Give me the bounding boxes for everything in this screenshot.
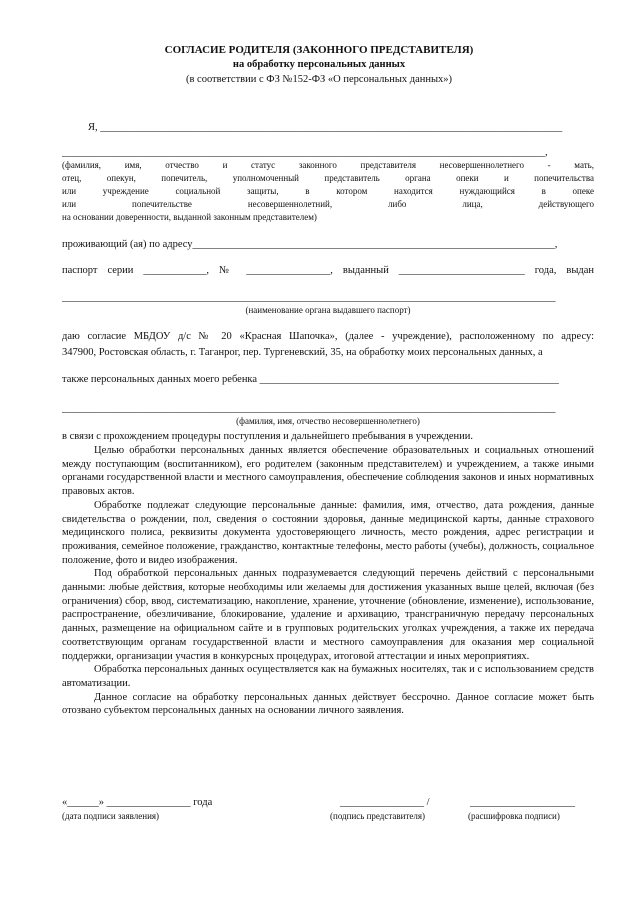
child-field-line-continued: ______________________________________________________________________________________________	[62, 403, 556, 414]
signature-hint: (подпись представителя)	[330, 811, 426, 821]
document-subtitle: на обработку персональных данных	[232, 59, 406, 70]
issuer-hint: (наименование органа выдавшего паспорт)	[245, 305, 411, 315]
validity-paragraph: Данное согласие на обработку персональных данных действует бессрочно. Данное согласие может быть отозвано субъектом персональных данных на основании личного заявления.	[62, 691, 594, 717]
document-basis: (в соответствии с ФЗ №152-ФЗ «О персональных данных»)	[185, 74, 453, 85]
child-hint: (фамилия, имя, отчество несовершеннолетнего)	[236, 416, 420, 426]
consent-line-2: 347900, Ростовская область, г. Таганрог, пер. Тургеневский, 35, на обработку моих персональных данных, а	[62, 347, 543, 358]
signature-decode-hint: (расшифровка подписи)	[468, 811, 560, 821]
name-field-line: Я, ________________________________________________________________________________________	[88, 122, 563, 133]
signature-field: ________________ /	[340, 797, 430, 808]
processing-paragraph: Под обработкой персональных данных подразумевается следующий перечень действий с персональными данными: любые действия, которые необходимы или желаемы для достижения указанных выше целей, включая (без ограничения) сбор, ввод, систематизацию, накопление, хранение, уточнение (обновление, изменение), использование, распространение, обезличивание, блокирование, удаление и архивацию, трансграничную передачу персональных данных, размещение на официальном сайте и в групповых родительских уголках учреждения, а также их передача соответствующим органам государственной власти и местного самоуправления для оказания мер социальной поддержки, организации участия в конкурсных процедурах, итоговой аттестации и иных мероприятиях.	[62, 568, 594, 662]
consent-line-1: даю согласие МБДОУ д/с № 20 «Красная Шапочка», (далее - учреждение), расположенному по адресу:	[62, 331, 594, 342]
issuer-field-line: ______________________________________________________________________________________________	[62, 292, 556, 303]
media-paragraph: Обработка персональных данных осуществляется как на бумажных носителях, так и с использованием средств автоматизации.	[62, 664, 594, 689]
body-text	[62, 444, 594, 718]
fio-hint-line: на основании доверенности, выданной законным представителем)	[62, 212, 317, 222]
data-list-paragraph: Обработке подлежат следующие персональные данные: фамилия, имя, отчество, дата рождения, данные свидетельства о рождении, пол, сведения о состоянии здоровья, данные медицинской карты, данные страхового медицинского полиса, реквизиты документа удостоверяющего личность, место рождения, адрес регистрации и проживания, семейное положение, гражданство, контактные телефоны, место работы (учебы), должность, социальное положение, фото и видео изображения.	[62, 499, 594, 566]
name-field-line-continued: ____________________________________________________________________________________________,	[62, 147, 548, 158]
purpose-paragraph: Целью обработки персональных данных является обеспечение образовательных и социальных отношений между поступающим (воспитанником), его родителем (законным представителем) и учреждением, а также иными органами государственной власти и местного самоуправления, обеспечение соблюдения законов и иных нормативных правовых актов.	[62, 445, 594, 498]
signature-decode-field: ____________________	[470, 797, 575, 808]
date-field: «______» ________________ года	[62, 797, 213, 808]
address-field: проживающий (ая) по адресу_____________________________________________________________________,	[62, 239, 558, 250]
fio-hint-line: или учреждение социальной защиты, в котором находится нуждающийся в опеке	[62, 186, 594, 196]
passport-field: паспорт серии ____________, № ________________, выданный ________________________ года, выдан	[62, 265, 594, 276]
fio-hint-line: (фамилия, имя, отчество и статус законного представителя несовершеннолетнего - мать,	[62, 160, 594, 170]
child-field-line: также персональных данных моего ребенка _________________________________________________________	[62, 374, 559, 385]
date-hint: (дата подписи заявления)	[62, 811, 160, 821]
fio-hint-line: отец, опекун, попечитель, уполномоченный представитель органа опеки и попечительства	[62, 173, 594, 183]
reason-line: в связи с прохождением процедуры поступления и дальнейшего пребывания в учреждении.	[62, 431, 473, 442]
fio-hint-line: или попечительстве несовершеннолетний, либо лица, действующего	[62, 199, 594, 209]
document-title: СОГЛАСИЕ РОДИТЕЛЯ (ЗАКОННОГО ПРЕДСТАВИТЕЛЯ)	[164, 44, 474, 56]
